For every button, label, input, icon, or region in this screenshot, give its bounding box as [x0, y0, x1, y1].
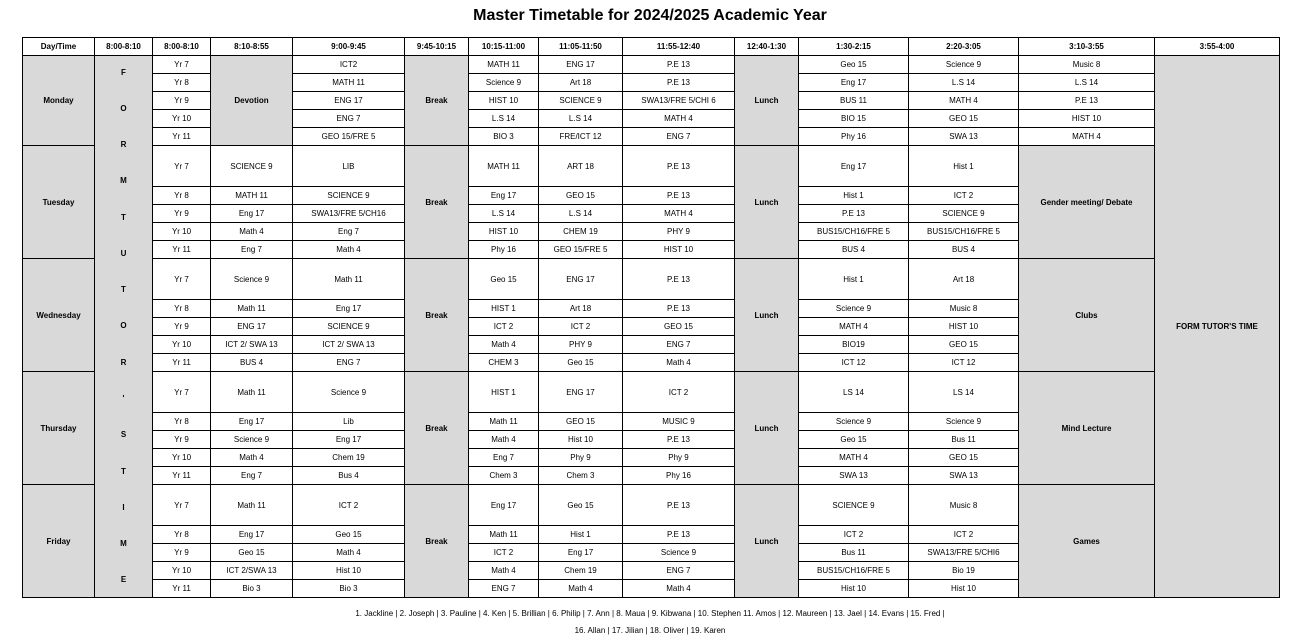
lesson-cell: HIST 1	[469, 372, 539, 413]
lesson-cell: L.S 14	[469, 110, 539, 128]
lesson-cell: P.E 13	[1019, 92, 1155, 110]
year-label: Yr 11	[153, 580, 211, 598]
table-row	[23, 259, 1280, 300]
lesson-cell: Eng 17	[469, 187, 539, 205]
lesson-cell: ART 18	[539, 146, 623, 187]
lesson-cell: MUSIC 9	[623, 413, 735, 431]
header-cell: 9:00-9:45	[293, 38, 405, 56]
form-tutor-time-cell: FORM TUTOR'S TIME	[1155, 56, 1280, 598]
break-cell: Break	[405, 372, 469, 485]
break-cell: Break	[405, 259, 469, 372]
form-tutor-letters	[95, 67, 152, 587]
lesson-cell: ENG 17	[539, 56, 623, 74]
year-label: Yr 10	[153, 110, 211, 128]
lesson-cell: ENG 17	[539, 259, 623, 300]
header-cell: 10:15-11:00	[469, 38, 539, 56]
lesson-cell: Geo 15	[293, 526, 405, 544]
header-cell: 9:45-10:15	[405, 38, 469, 56]
lesson-cell: PHY 9	[539, 336, 623, 354]
lesson-cell: SCIENCE 9	[909, 205, 1019, 223]
year-label: Yr 7	[153, 485, 211, 526]
teacher-legend-line-2: 16. Allan | 17. Jilian | 18. Oliver | 19. Karen	[574, 626, 726, 635]
lesson-cell: SWA 13	[909, 467, 1019, 485]
lesson-cell: ENG 7	[469, 580, 539, 598]
day-label: Thursday	[23, 372, 95, 485]
lesson-cell: Hist 10	[539, 431, 623, 449]
lesson-cell: HIST 10	[909, 318, 1019, 336]
lesson-cell: Geo 15	[799, 56, 909, 74]
form-tutor-letter: S	[120, 430, 127, 440]
lesson-cell: GEO 15/FRE 5	[539, 241, 623, 259]
header-cell: 8:10-8:55	[211, 38, 293, 56]
table-row	[23, 56, 1280, 74]
lesson-cell: ENG 7	[623, 336, 735, 354]
lesson-cell: Eng 17	[211, 205, 293, 223]
lesson-cell: GEO 15	[909, 110, 1019, 128]
year-label: Yr 11	[153, 467, 211, 485]
lesson-cell: Geo 15	[539, 354, 623, 372]
lesson-cell: Math 4	[211, 449, 293, 467]
lesson-cell: P.E 13	[623, 526, 735, 544]
lesson-cell: Math 11	[211, 485, 293, 526]
lesson-cell: GEO 15	[909, 336, 1019, 354]
lesson-cell: Chem 3	[539, 467, 623, 485]
lesson-cell: Music 8	[1019, 56, 1155, 74]
lesson-cell: Lib	[293, 413, 405, 431]
year-label: Yr 9	[153, 318, 211, 336]
header-row	[23, 38, 1280, 56]
activity-cell: Mind Lecture	[1019, 372, 1155, 485]
lesson-cell: Science 9	[293, 372, 405, 413]
lesson-cell: ICT 2	[539, 318, 623, 336]
header-cell: 3:55-4:00	[1155, 38, 1280, 56]
lesson-cell: ICT 2	[469, 544, 539, 562]
lesson-cell: Math 4	[623, 354, 735, 372]
lesson-cell: ICT 2/ SWA 13	[211, 336, 293, 354]
form-tutor-letter: T	[121, 285, 126, 295]
lesson-cell: Math 11	[469, 526, 539, 544]
lesson-cell: Phy 9	[623, 449, 735, 467]
lesson-cell: SWA 13	[799, 467, 909, 485]
lesson-cell: Bus 4	[293, 467, 405, 485]
lesson-cell: Science 9	[799, 300, 909, 318]
lesson-cell: Science 9	[469, 74, 539, 92]
lesson-cell: Art 18	[539, 300, 623, 318]
lesson-cell: MATH 4	[1019, 128, 1155, 146]
lesson-cell: Hist 1	[799, 187, 909, 205]
form-tutor-letter: T	[121, 212, 126, 222]
lesson-cell: GEO 15	[623, 318, 735, 336]
header-cell: 8:00-8:10	[153, 38, 211, 56]
lesson-cell: ENG 17	[539, 372, 623, 413]
lesson-cell: GEO 15	[909, 449, 1019, 467]
year-label: Yr 7	[153, 146, 211, 187]
lesson-cell: ENG 7	[293, 354, 405, 372]
lesson-cell: MATH 4	[623, 205, 735, 223]
year-label: Yr 10	[153, 336, 211, 354]
lesson-cell: Phy 16	[799, 128, 909, 146]
year-label: Yr 8	[153, 74, 211, 92]
lesson-cell: PHY 9	[623, 223, 735, 241]
table-row	[23, 372, 1280, 413]
lesson-cell: Math 4	[469, 562, 539, 580]
lesson-cell: Hist 10	[293, 562, 405, 580]
activity-cell: Games	[1019, 485, 1155, 598]
lesson-cell: ICT 2	[293, 485, 405, 526]
lesson-cell: Bio 3	[211, 580, 293, 598]
lesson-cell: ICT 2	[909, 526, 1019, 544]
lesson-cell: Science 9	[211, 431, 293, 449]
year-label: Yr 8	[153, 187, 211, 205]
lesson-cell: MATH 4	[799, 449, 909, 467]
lesson-cell: Geo 15	[211, 544, 293, 562]
year-label: Yr 9	[153, 431, 211, 449]
lesson-cell: Geo 15	[539, 485, 623, 526]
lesson-cell: SCIENCE 9	[539, 92, 623, 110]
lesson-cell: HIST 10	[623, 241, 735, 259]
lesson-cell: FRE/ICT 12	[539, 128, 623, 146]
lesson-cell: CHEM 3	[469, 354, 539, 372]
header-cell: 12:40-1:30	[735, 38, 799, 56]
year-label: Yr 9	[153, 92, 211, 110]
lesson-cell: Math 4	[539, 580, 623, 598]
lesson-cell: LS 14	[909, 372, 1019, 413]
lesson-cell: SWA13/FRE 5/CH16	[293, 205, 405, 223]
lesson-cell: Art 18	[909, 259, 1019, 300]
lesson-cell: P.E 13	[623, 146, 735, 187]
lesson-cell: Chem 19	[293, 449, 405, 467]
lunch-cell: Lunch	[735, 259, 799, 372]
lesson-cell: BUS15/CH16/FRE 5	[799, 562, 909, 580]
form-tutor-letter: R	[120, 140, 127, 150]
lesson-cell: SWA 13	[909, 128, 1019, 146]
lesson-cell: Math 11	[211, 372, 293, 413]
lesson-cell: BUS 11	[799, 92, 909, 110]
lesson-cell: ENG 7	[293, 110, 405, 128]
lesson-cell: CHEM 19	[539, 223, 623, 241]
lesson-cell: L.S 14	[539, 205, 623, 223]
lesson-cell: ICT 12	[799, 354, 909, 372]
header-cell: 3:10-3:55	[1019, 38, 1155, 56]
activity-cell: Clubs	[1019, 259, 1155, 372]
lesson-cell: Math 4	[211, 223, 293, 241]
lesson-cell: ICT 2/SWA 13	[211, 562, 293, 580]
lesson-cell: MATH 4	[799, 318, 909, 336]
header-cell: 1:30-2:15	[799, 38, 909, 56]
lesson-cell: Phy 16	[623, 467, 735, 485]
lesson-cell: ICT 2	[469, 318, 539, 336]
lesson-cell: GEO 15	[539, 187, 623, 205]
lesson-cell: MATH 11	[469, 56, 539, 74]
year-label: Yr 7	[153, 56, 211, 74]
form-tutor-letter: U	[120, 248, 127, 258]
year-label: Yr 7	[153, 372, 211, 413]
lesson-cell: P.E 13	[623, 300, 735, 318]
break-cell: Break	[405, 485, 469, 598]
day-label: Wednesday	[23, 259, 95, 372]
lesson-cell: Math 4	[469, 431, 539, 449]
year-label: Yr 10	[153, 562, 211, 580]
break-cell: Break	[405, 146, 469, 259]
day-label: Friday	[23, 485, 95, 598]
lunch-cell: Lunch	[735, 146, 799, 259]
lesson-cell: ENG 7	[623, 128, 735, 146]
lesson-cell: Eng 17	[469, 485, 539, 526]
lesson-cell: Math 4	[623, 580, 735, 598]
lesson-cell: P.E 13	[623, 485, 735, 526]
header-cell: 11:05-11:50	[539, 38, 623, 56]
header-cell: 8:00-8:10	[95, 38, 153, 56]
year-label: Yr 9	[153, 205, 211, 223]
lesson-cell: GEO 15/FRE 5	[293, 128, 405, 146]
lesson-cell: HIST 10	[469, 92, 539, 110]
lesson-cell: Science 9	[623, 544, 735, 562]
lesson-cell: BUS 4	[909, 241, 1019, 259]
lesson-cell: Eng 17	[293, 300, 405, 318]
teacher-legend-line-1: 1. Jackline | 2. Joseph | 3. Pauline | 4. Ken | 5. Brillian | 6. Philip | 7. Ann | 8. Maua | 9. Kibwana | 10. Stephen 11. Amos | 12. Maureen | 13. Jael | 14. Evans | 15. Fred |	[355, 609, 945, 618]
lesson-cell: Math 11	[469, 413, 539, 431]
lesson-cell: SCIENCE 9	[293, 318, 405, 336]
lesson-cell: ICT 2	[799, 526, 909, 544]
year-label: Yr 10	[153, 449, 211, 467]
lesson-cell: ICT 2	[909, 187, 1019, 205]
lesson-cell: Bio 19	[909, 562, 1019, 580]
lesson-cell: BIO 3	[469, 128, 539, 146]
lesson-cell: Math 4	[469, 336, 539, 354]
lesson-cell: Art 18	[539, 74, 623, 92]
break-cell: Break	[405, 56, 469, 146]
lesson-cell: L.S 14	[469, 205, 539, 223]
lesson-cell: Math 11	[211, 300, 293, 318]
lesson-cell: Eng 17	[293, 431, 405, 449]
lesson-cell: Math 4	[293, 544, 405, 562]
lesson-cell: Phy 16	[469, 241, 539, 259]
year-label: Yr 8	[153, 300, 211, 318]
lesson-cell: LIB	[293, 146, 405, 187]
lesson-cell: SWA13/FRE 5/CHI6	[909, 544, 1019, 562]
lesson-cell: Eng 17	[539, 544, 623, 562]
year-label: Yr 11	[153, 241, 211, 259]
year-label: Yr 11	[153, 354, 211, 372]
timetable	[22, 37, 1280, 598]
lesson-cell: MATH 11	[293, 74, 405, 92]
lesson-cell: SCIENCE 9	[799, 485, 909, 526]
lesson-cell: L.S 14	[909, 74, 1019, 92]
lesson-cell: Eng 17	[211, 526, 293, 544]
header-cell: 11:55-12:40	[623, 38, 735, 56]
lesson-cell: ENG 7	[623, 562, 735, 580]
lesson-cell: Hist 1	[909, 146, 1019, 187]
lesson-cell: P.E 13	[623, 56, 735, 74]
lesson-cell: SCIENCE 9	[211, 146, 293, 187]
form-tutor-letter: R	[120, 357, 127, 367]
lesson-cell: HIST 10	[1019, 110, 1155, 128]
lesson-cell: BUS 4	[799, 241, 909, 259]
lunch-cell: Lunch	[735, 372, 799, 485]
lesson-cell: Eng 17	[799, 74, 909, 92]
devotion-cell: Devotion	[211, 56, 293, 146]
year-label: Yr 9	[153, 544, 211, 562]
lesson-cell: Eng 17	[211, 413, 293, 431]
lesson-cell: L.S 14	[539, 110, 623, 128]
lesson-cell: BIO19	[799, 336, 909, 354]
lesson-cell: P.E 13	[623, 431, 735, 449]
lunch-cell: Lunch	[735, 485, 799, 598]
lesson-cell: ICT2	[293, 56, 405, 74]
lesson-cell: Music 8	[909, 485, 1019, 526]
lesson-cell: HIST 10	[469, 223, 539, 241]
form-tutor-letter: I	[122, 502, 125, 512]
form-tutor-letter: F	[121, 67, 126, 77]
lesson-cell: ICT 2/ SWA 13	[293, 336, 405, 354]
lesson-cell: Geo 15	[799, 431, 909, 449]
lesson-cell: MATH 11	[469, 146, 539, 187]
lesson-cell: ICT 12	[909, 354, 1019, 372]
form-tutor-letter: M	[120, 539, 127, 549]
form-tutor-letter: T	[121, 466, 126, 476]
lunch-cell: Lunch	[735, 56, 799, 146]
year-label: Yr 10	[153, 223, 211, 241]
lesson-cell: Hist 10	[799, 580, 909, 598]
year-label: Yr 8	[153, 526, 211, 544]
page-title: Master Timetable for 2024/2025 Academic Year	[473, 7, 827, 24]
lesson-cell: Music 8	[909, 300, 1019, 318]
header-cell: Day/Time	[23, 38, 95, 56]
form-tutor-letter: E	[120, 575, 127, 585]
header-cell: 2:20-3:05	[909, 38, 1019, 56]
lesson-cell: HIST 1	[469, 300, 539, 318]
lesson-cell: ENG 17	[211, 318, 293, 336]
lesson-cell: MATH 4	[909, 92, 1019, 110]
day-label: Tuesday	[23, 146, 95, 259]
year-label: Yr 7	[153, 259, 211, 300]
lesson-cell: BIO 15	[799, 110, 909, 128]
lesson-cell: BUS15/CH16/FRE 5	[909, 223, 1019, 241]
lesson-cell: P.E 13	[623, 187, 735, 205]
lesson-cell: Science 9	[799, 413, 909, 431]
lesson-cell: BUS15/CH16/FRE 5	[799, 223, 909, 241]
lesson-cell: BUS 4	[211, 354, 293, 372]
year-label: Yr 8	[153, 413, 211, 431]
table-row	[23, 485, 1280, 526]
lesson-cell: Eng 7	[211, 241, 293, 259]
lesson-cell: Bus 11	[909, 431, 1019, 449]
lesson-cell: Bio 3	[293, 580, 405, 598]
lesson-cell: P.E 13	[623, 259, 735, 300]
lesson-cell: MATH 11	[211, 187, 293, 205]
form-tutor-letter: O	[120, 103, 127, 113]
day-label: Monday	[23, 56, 95, 146]
lesson-cell: MATH 4	[623, 110, 735, 128]
lesson-cell: ICT 2	[623, 372, 735, 413]
lesson-cell: GEO 15	[539, 413, 623, 431]
lesson-cell: Science 9	[211, 259, 293, 300]
form-tutor-letter: O	[120, 321, 127, 331]
lesson-cell: Chem 19	[539, 562, 623, 580]
lesson-cell: Geo 15	[469, 259, 539, 300]
lesson-cell: Eng 7	[211, 467, 293, 485]
lesson-cell: Eng 7	[293, 223, 405, 241]
lesson-cell: Eng 7	[469, 449, 539, 467]
activity-cell: Gender meeting/ Debate	[1019, 146, 1155, 259]
lesson-cell: Phy 9	[539, 449, 623, 467]
lesson-cell: Bus 11	[799, 544, 909, 562]
lesson-cell: Math 11	[293, 259, 405, 300]
form-tutor-letter: M	[120, 176, 127, 186]
lesson-cell: LS 14	[799, 372, 909, 413]
lesson-cell: P.E 13	[623, 74, 735, 92]
lesson-cell: Hist 1	[539, 526, 623, 544]
lesson-cell: Hist 1	[799, 259, 909, 300]
form-tutor-column	[95, 56, 153, 598]
lesson-cell: Science 9	[909, 413, 1019, 431]
lesson-cell: SCIENCE 9	[293, 187, 405, 205]
form-tutor-letter: '	[122, 394, 125, 404]
lesson-cell: Math 4	[293, 241, 405, 259]
lesson-cell: ENG 17	[293, 92, 405, 110]
lesson-cell: SWA13/FRE 5/CHI 6	[623, 92, 735, 110]
lesson-cell: Eng 17	[799, 146, 909, 187]
lesson-cell: Science 9	[909, 56, 1019, 74]
lesson-cell: Chem 3	[469, 467, 539, 485]
lesson-cell: P.E 13	[799, 205, 909, 223]
lesson-cell: Hist 10	[909, 580, 1019, 598]
table-row	[23, 146, 1280, 187]
lesson-cell: L.S 14	[1019, 74, 1155, 92]
year-label: Yr 11	[153, 128, 211, 146]
